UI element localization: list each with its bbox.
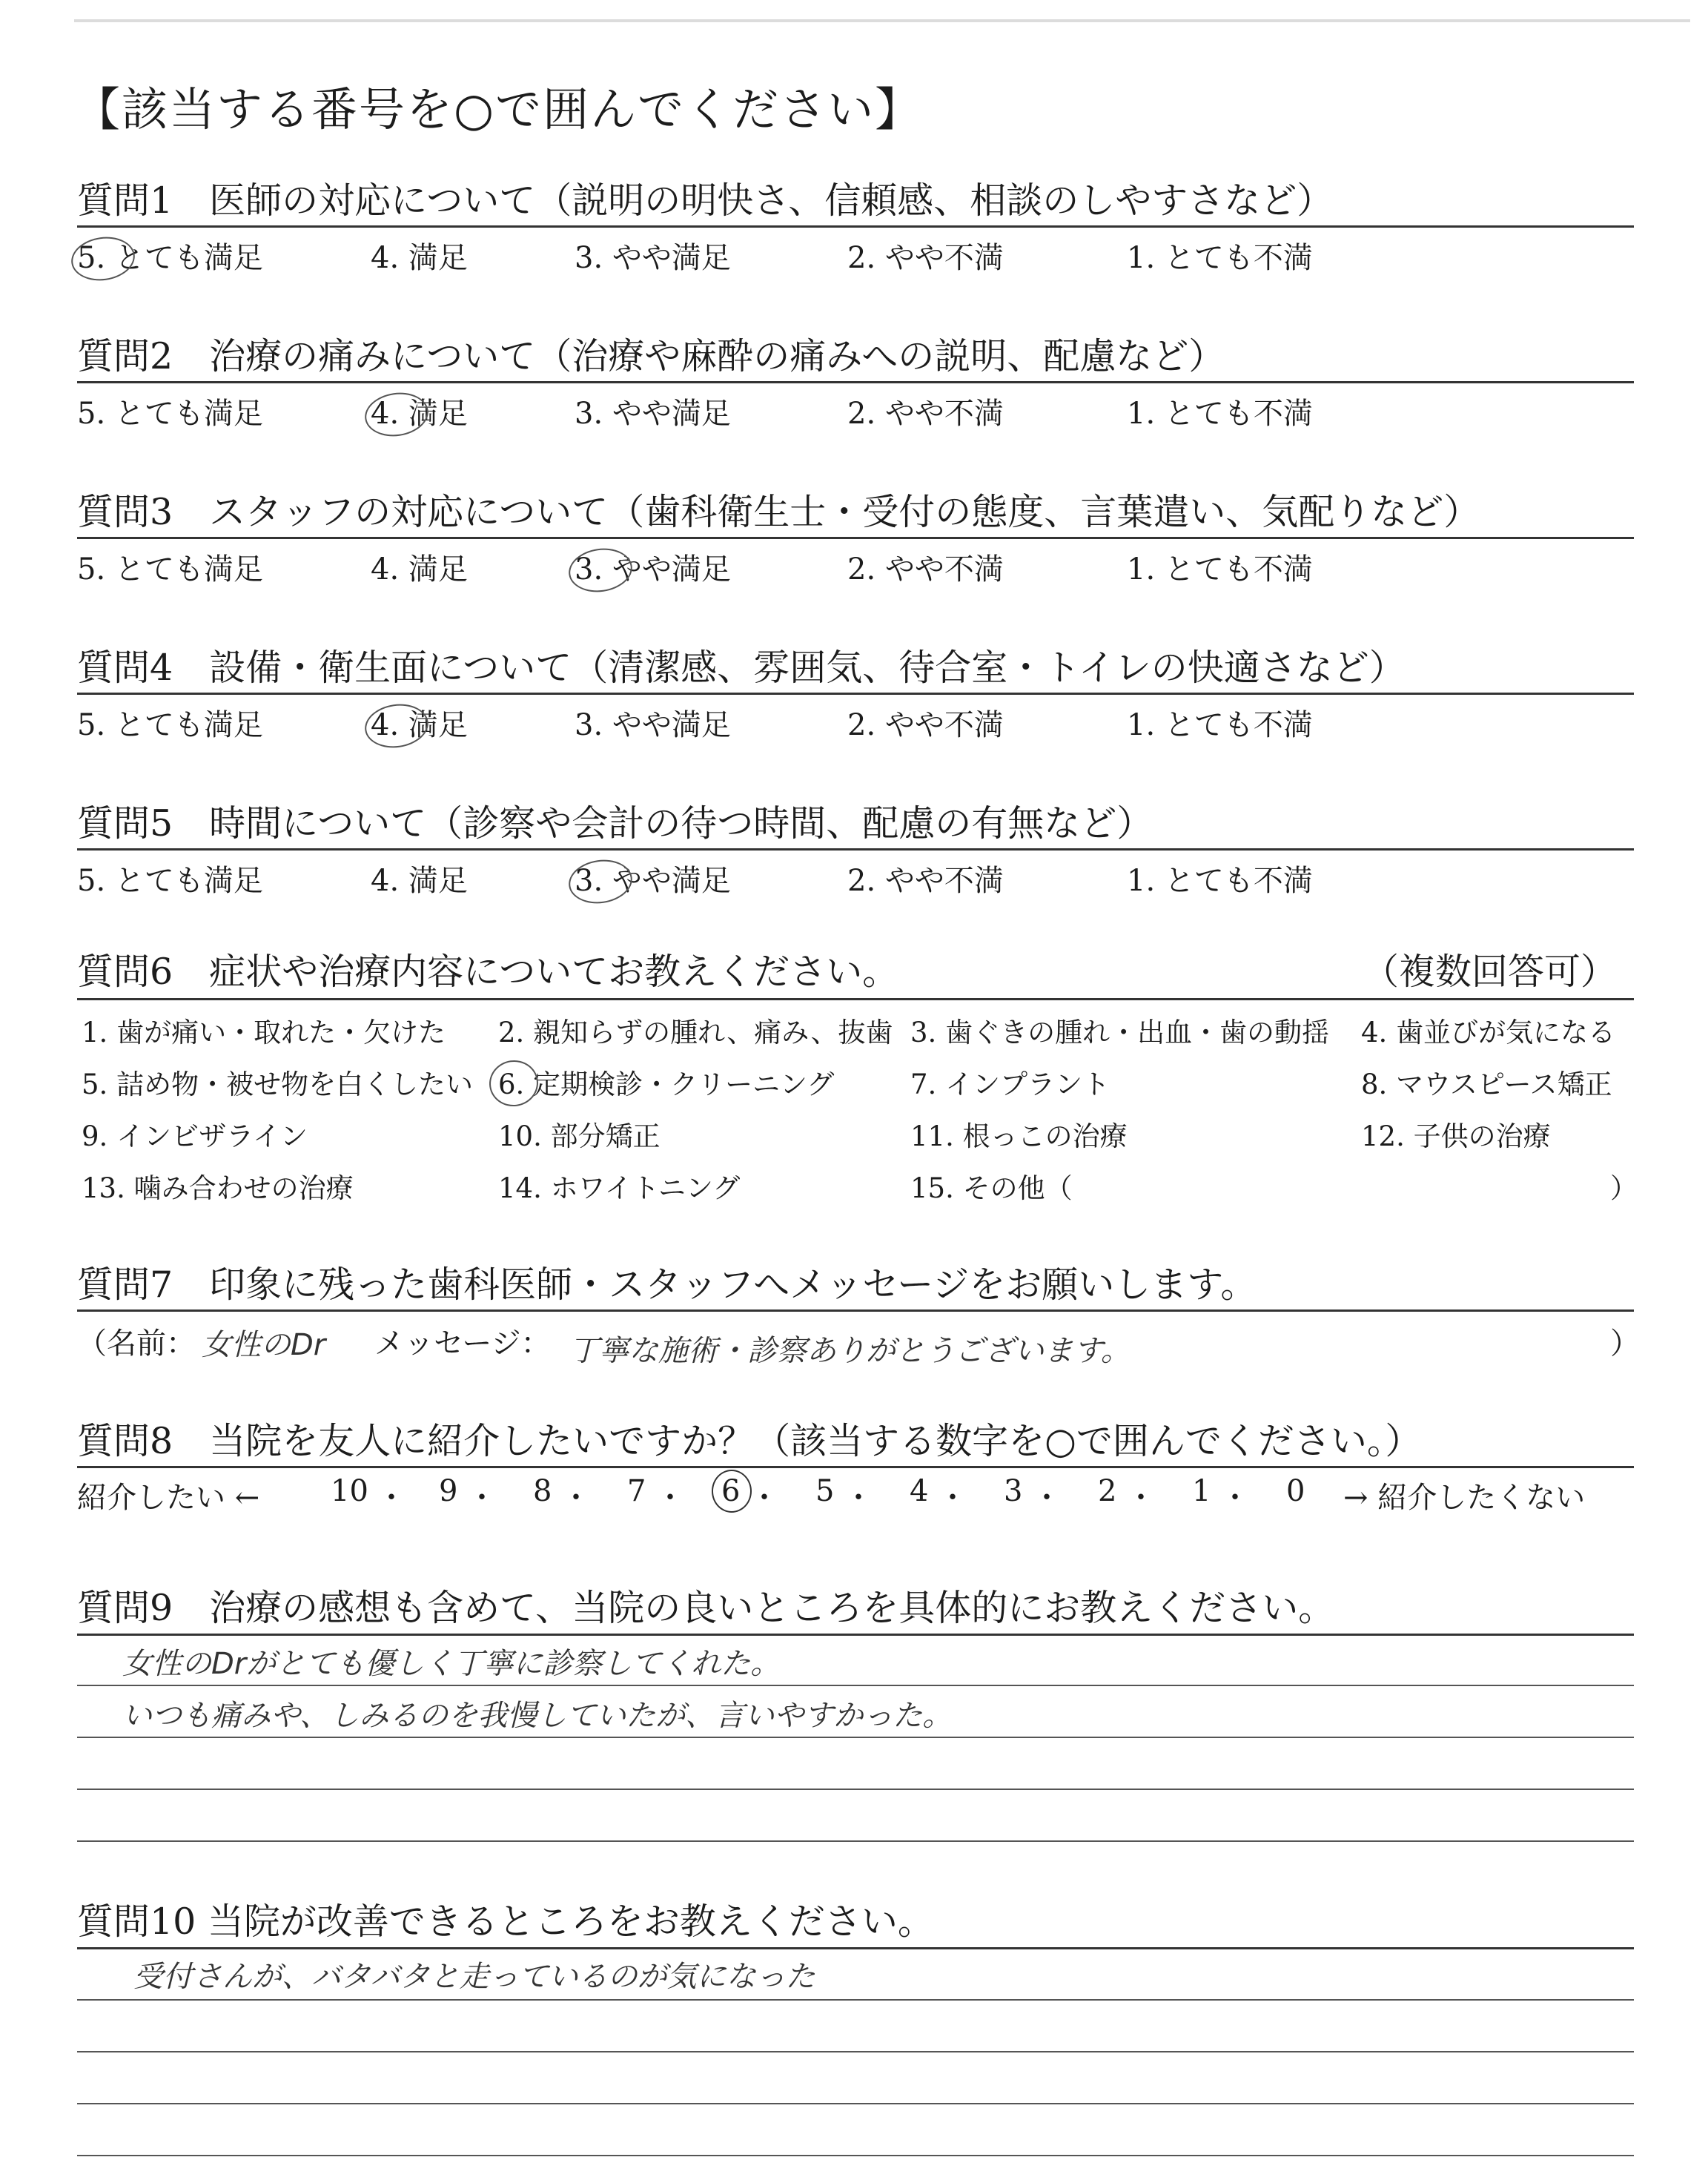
q4-option-4[interactable]: 4. 満足 bbox=[371, 708, 468, 742]
q8-scale-2[interactable]: 2 bbox=[1098, 1474, 1117, 1508]
q8-scale-9[interactable]: 9 bbox=[439, 1474, 458, 1508]
q6-option-3[interactable]: 3. 歯ぐきの腫れ・出血・歯の動揺 bbox=[910, 1017, 1330, 1048]
q6-option-14[interactable]: 14. ホワイトニング bbox=[498, 1172, 741, 1204]
q4-option-2[interactable]: 2. やや不満 bbox=[847, 708, 1004, 742]
q8-scale-7[interactable]: 7 bbox=[627, 1474, 646, 1508]
q2-title: 質問2 治療の痛みについて（治療や麻酔の痛みへの説明、配慮など） bbox=[77, 335, 1225, 377]
q1-option-5[interactable]: 5. とても満足 bbox=[77, 241, 263, 275]
q9-answer-line bbox=[77, 1840, 1634, 1842]
q1-option-2[interactable]: 2. やや不満 bbox=[847, 241, 1004, 275]
q1-option-3[interactable]: 3. やや満足 bbox=[575, 241, 731, 275]
q1-title: 質問1 医師の対応について（説明の明快さ、信頼感、相談のしやすさなど） bbox=[77, 179, 1334, 222]
q3-rule bbox=[77, 537, 1634, 539]
q9-rule bbox=[77, 1634, 1634, 1636]
q8-right-label: → 紹介したくない bbox=[1343, 1481, 1586, 1515]
q3-option-2[interactable]: 2. やや不満 bbox=[847, 552, 1004, 587]
q6-option-10[interactable]: 10. 部分矯正 bbox=[498, 1120, 661, 1152]
q8-scale-separator: ・ bbox=[377, 1481, 406, 1515]
q8-scale-separator: ・ bbox=[844, 1481, 873, 1515]
q10-title: 質問10 当院が改善できるところをお教えください。 bbox=[77, 1900, 934, 1943]
q3-option-5[interactable]: 5. とても満足 bbox=[77, 552, 263, 587]
q5-title: 質問5 時間について（診察や会計の待つ時間、配慮の有無など） bbox=[77, 802, 1153, 845]
q4-title: 質問4 設備・衛生面について（清潔感、雰囲気、待合室・トイレの快適さなど） bbox=[77, 647, 1406, 689]
q6-title: 質問6 症状や治療内容についてお教えください。 bbox=[77, 951, 899, 993]
q8-selection-circle bbox=[712, 1470, 752, 1513]
q2-option-3[interactable]: 3. やや満足 bbox=[575, 397, 731, 431]
q9-answer-line bbox=[77, 1737, 1634, 1738]
q8-scale-separator: ・ bbox=[749, 1481, 779, 1515]
q3-title: 質問3 スタッフの対応について（歯科衛生士・受付の態度、言葉遣い、気配りなど） bbox=[77, 491, 1480, 533]
q10-rule bbox=[77, 1947, 1634, 1949]
q6-option-7[interactable]: 7. インプラント bbox=[910, 1069, 1110, 1100]
q10-answer-line bbox=[77, 2051, 1634, 2052]
q5-option-2[interactable]: 2. やや不満 bbox=[847, 864, 1004, 898]
q7-name-label: （名前： bbox=[77, 1327, 196, 1361]
q2-option-4[interactable]: 4. 満足 bbox=[371, 397, 468, 431]
scan-top-edge bbox=[74, 19, 1690, 22]
q8-scale-separator: ・ bbox=[467, 1481, 497, 1515]
q8-scale-6[interactable]: 6 bbox=[721, 1474, 741, 1508]
q3-option-4[interactable]: 4. 満足 bbox=[371, 552, 468, 587]
q8-scale-1[interactable]: 1 bbox=[1192, 1474, 1211, 1508]
q9-answer-1[interactable]: 女性のDrがとても優しく丁寧に診察してくれた。 bbox=[122, 1647, 781, 1681]
q4-rule bbox=[77, 693, 1634, 695]
q6-option-15[interactable]: 15. その他（ bbox=[910, 1172, 1073, 1204]
q6-note: （複数回答可） bbox=[1363, 951, 1618, 993]
q8-scale-4[interactable]: 4 bbox=[910, 1474, 929, 1508]
q6-option-12[interactable]: 12. 子供の治療 bbox=[1361, 1120, 1551, 1152]
q8-scale-separator: ・ bbox=[938, 1481, 967, 1515]
q9-title: 質問9 治療の感想も含めて、当院の良いところを具体的にお教えください。 bbox=[77, 1587, 1335, 1629]
q8-scale-8[interactable]: 8 bbox=[533, 1474, 552, 1508]
q4-option-5[interactable]: 5. とても満足 bbox=[77, 708, 263, 742]
q5-option-3[interactable]: 3. やや満足 bbox=[575, 864, 731, 898]
q6-option-4[interactable]: 4. 歯並びが気になる bbox=[1361, 1017, 1616, 1048]
q10-answer-line bbox=[77, 2155, 1634, 2156]
q6-option-6[interactable]: 6. 定期検診・クリーニング bbox=[498, 1069, 835, 1100]
q3-option-3[interactable]: 3. やや満足 bbox=[575, 552, 731, 587]
q9-answer-line bbox=[77, 1685, 1634, 1686]
q4-option-1[interactable]: 1. とても不満 bbox=[1127, 708, 1313, 742]
q6-option-2[interactable]: 2. 親知らずの腫れ、痛み、抜歯 bbox=[498, 1017, 893, 1048]
q8-title: 質問8 当院を友人に紹介したいですか？（該当する数字を○で囲んでください。） bbox=[77, 1420, 1422, 1462]
q2-option-5[interactable]: 5. とても満足 bbox=[77, 397, 263, 431]
q10-answer-1[interactable]: 受付さんが、バタバタと走っているのが気になった bbox=[133, 1960, 815, 1994]
q7-message-value[interactable]: 丁寧な施術・診察ありがとうございます。 bbox=[569, 1334, 1131, 1368]
q8-scale-separator: ・ bbox=[1126, 1481, 1156, 1515]
q6-rule bbox=[77, 998, 1634, 1000]
q8-scale-3[interactable]: 3 bbox=[1004, 1474, 1023, 1508]
q7-message-label: メッセージ： bbox=[374, 1327, 551, 1361]
q4-option-3[interactable]: 3. やや満足 bbox=[575, 708, 731, 742]
q8-left-label: 紹介したい ← bbox=[77, 1481, 260, 1515]
q6-option-8[interactable]: 8. マウスピース矯正 bbox=[1361, 1069, 1612, 1100]
q5-option-1[interactable]: 1. とても不満 bbox=[1127, 864, 1313, 898]
q2-rule bbox=[77, 381, 1634, 383]
q8-scale-separator: ・ bbox=[1032, 1481, 1062, 1515]
q8-scale-10[interactable]: 10 bbox=[331, 1474, 368, 1508]
q8-scale-separator: ・ bbox=[561, 1481, 591, 1515]
q7-title: 質問7 印象に残った歯科医師・スタッフへメッセージをお願いします。 bbox=[77, 1264, 1257, 1306]
q9-answer-line bbox=[77, 1789, 1634, 1790]
q10-answer-line bbox=[77, 1999, 1634, 2001]
q8-scale-separator: ・ bbox=[655, 1481, 685, 1515]
q8-scale-separator: ・ bbox=[1220, 1481, 1250, 1515]
q6-option-5[interactable]: 5. 詰め物・被せ物を白くしたい bbox=[82, 1069, 474, 1100]
q7-name-value[interactable]: 女性のDr bbox=[202, 1328, 326, 1362]
q6-option-13[interactable]: 13. 噛み合わせの治療 bbox=[82, 1172, 354, 1204]
q7-close-paren: ） bbox=[1610, 1327, 1640, 1361]
q6-option-1[interactable]: 1. 歯が痛い・取れた・欠けた bbox=[82, 1017, 446, 1048]
q9-answer-2[interactable]: いつも痛みや、しみるのを我慢していたが、言いやすかった。 bbox=[122, 1699, 953, 1733]
q5-rule bbox=[77, 848, 1634, 851]
q8-scale-5[interactable]: 5 bbox=[815, 1474, 835, 1508]
q7-rule bbox=[77, 1309, 1634, 1312]
q2-option-1[interactable]: 1. とても不満 bbox=[1127, 397, 1313, 431]
q5-option-4[interactable]: 4. 満足 bbox=[371, 864, 468, 898]
page-title: 【該当する番号を○で囲んでください】 bbox=[74, 82, 923, 136]
q10-answer-line bbox=[77, 2103, 1634, 2104]
q8-scale-0[interactable]: 0 bbox=[1286, 1474, 1305, 1508]
q6-other-close-paren: ） bbox=[1610, 1172, 1638, 1204]
q1-option-4[interactable]: 4. 満足 bbox=[371, 241, 468, 275]
q3-option-1[interactable]: 1. とても不満 bbox=[1127, 552, 1313, 587]
q1-rule bbox=[77, 225, 1634, 228]
q8-rule bbox=[77, 1466, 1634, 1468]
q5-option-5[interactable]: 5. とても満足 bbox=[77, 864, 263, 898]
q6-option-9[interactable]: 9. インビザライン bbox=[82, 1120, 308, 1152]
q1-option-1[interactable]: 1. とても不満 bbox=[1127, 241, 1313, 275]
q6-option-11[interactable]: 11. 根っこの治療 bbox=[910, 1120, 1128, 1152]
q2-option-2[interactable]: 2. やや不満 bbox=[847, 397, 1004, 431]
